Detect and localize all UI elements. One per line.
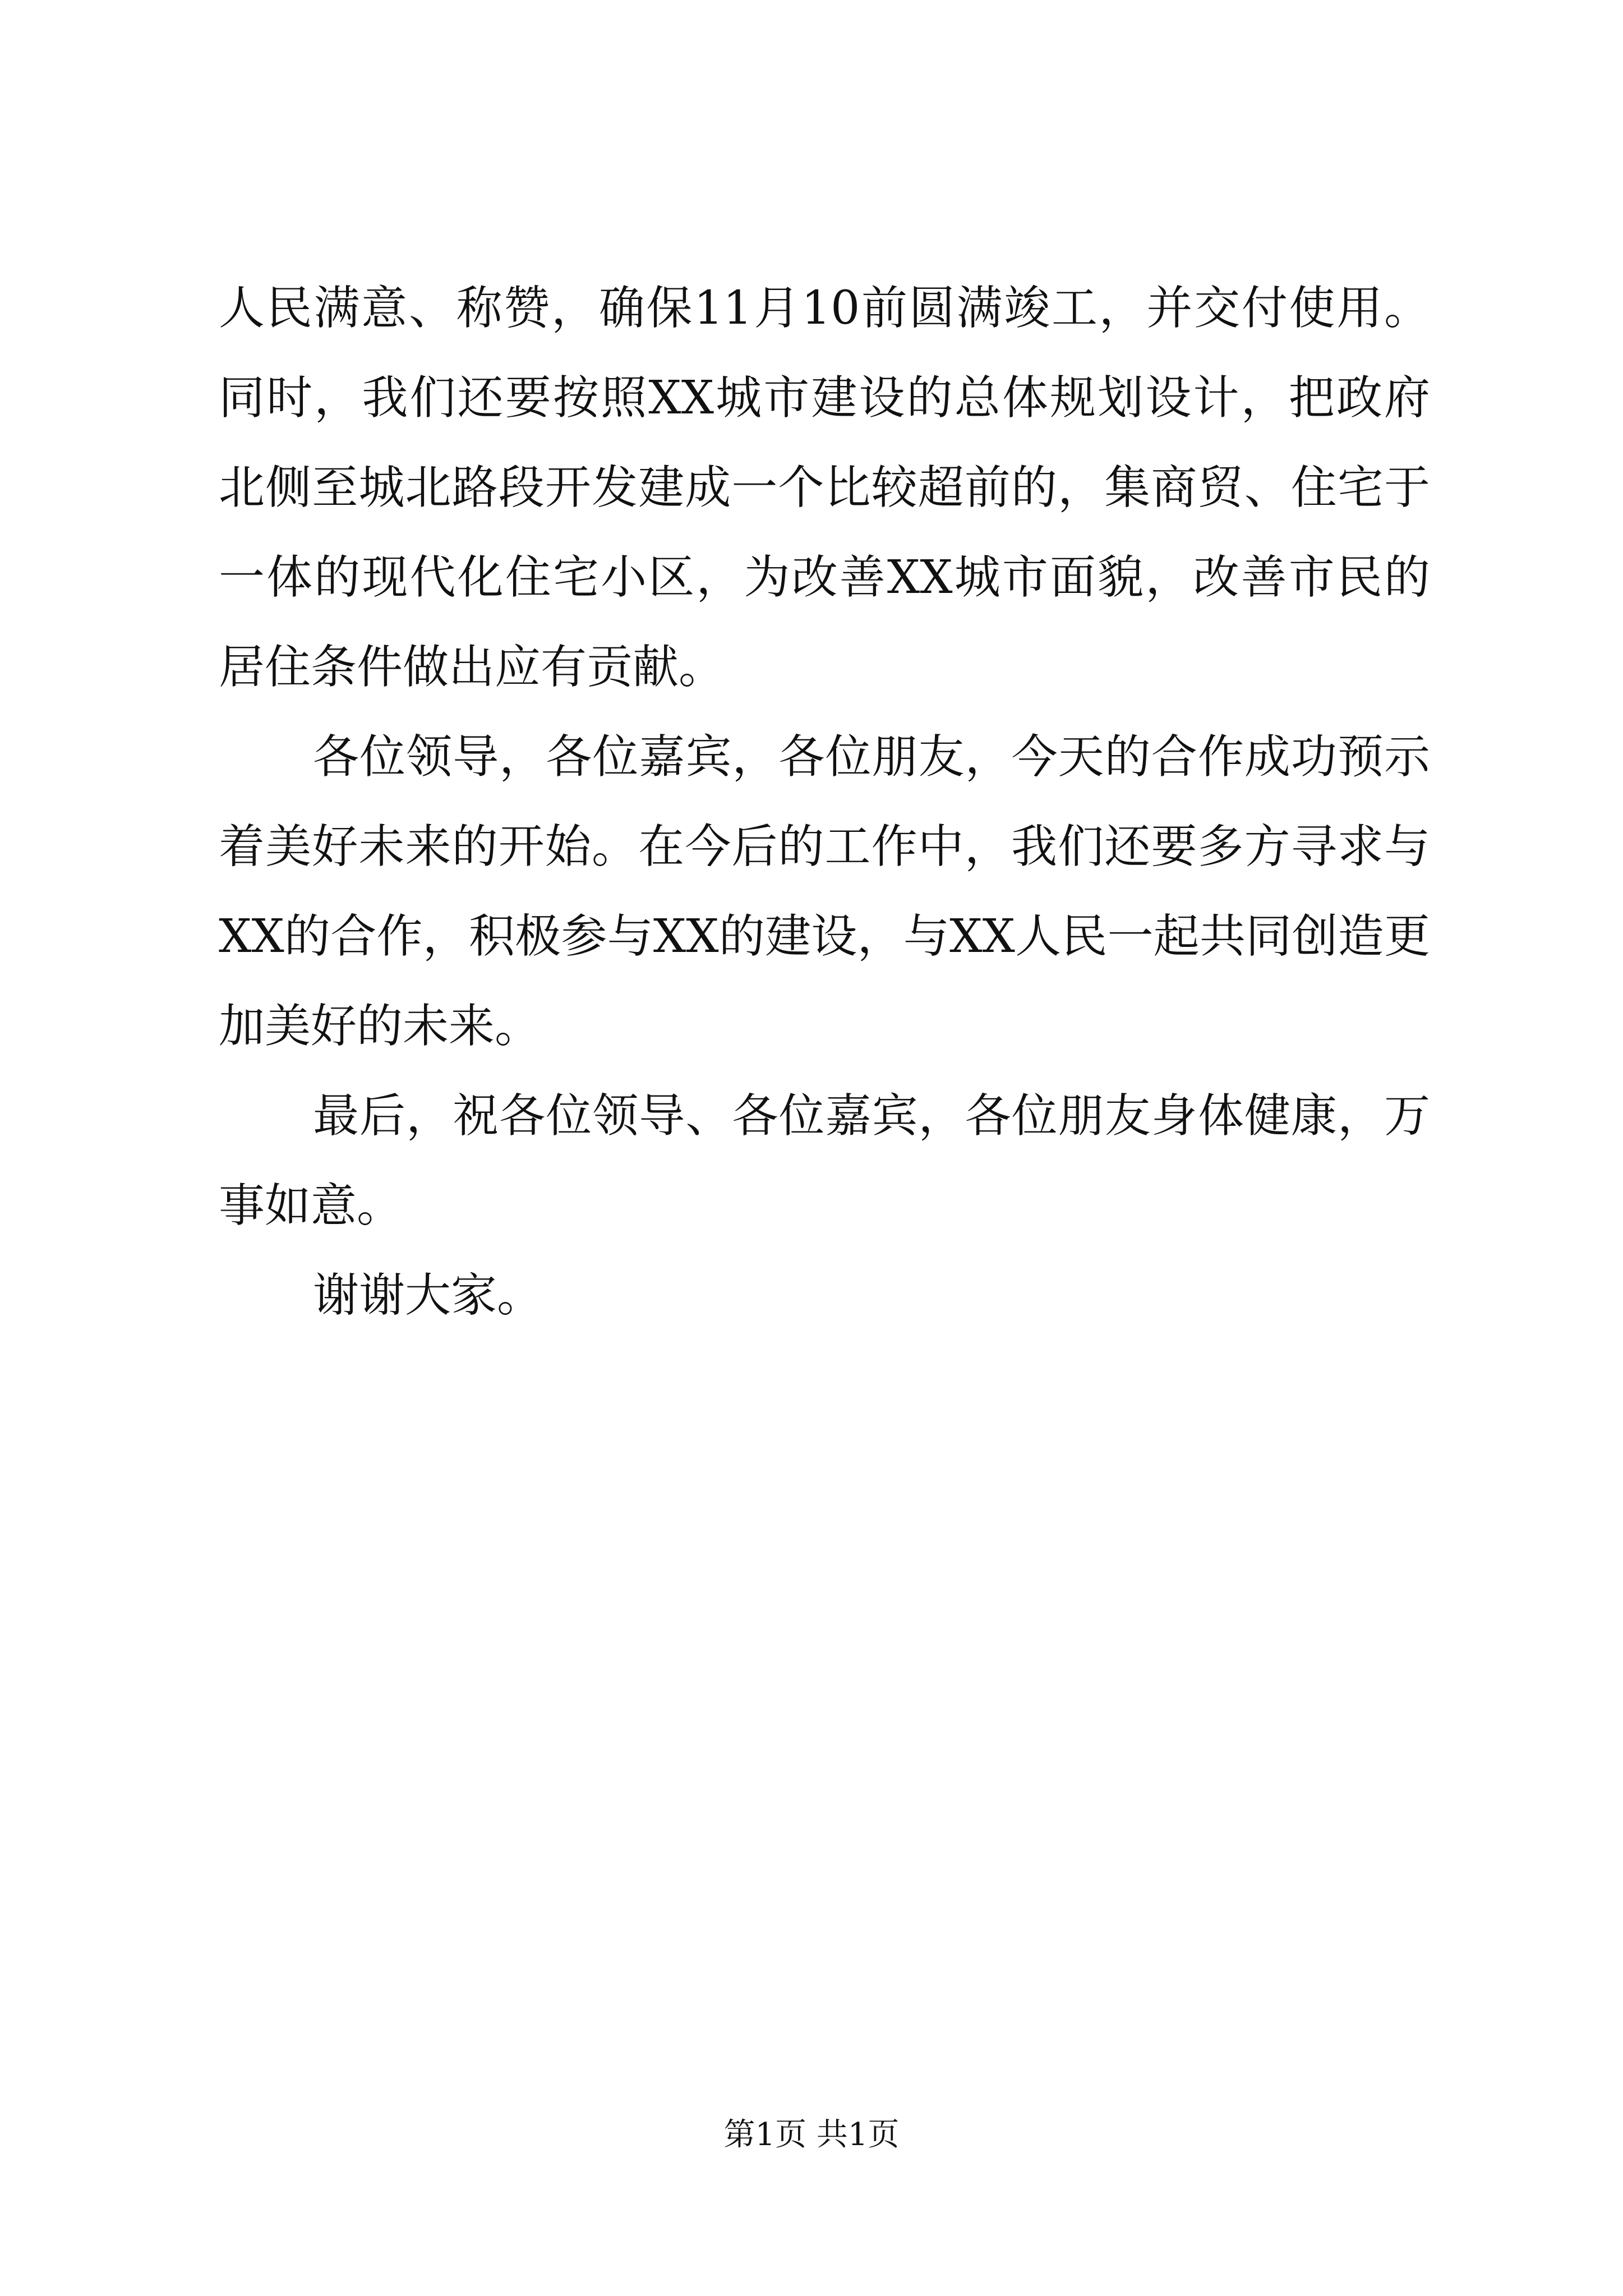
paragraph-thanks: 谢谢大家。 <box>313 1269 543 1322</box>
document-body <box>219 264 1430 1341</box>
page-footer: 第1页 共1页 <box>723 2116 900 2153</box>
paragraph-cooperation: 各位领导，各位嘉宾，各位朋友，今天的合作成功预示着美好未来的开始。在今后的工作中，我们还要多方寻求与XX的合作，积极参与XX的建设，与XX人民一起共同创造更加美好的未来。 <box>219 730 1430 1053</box>
paragraph-continuation: 人民满意、称赞，确保11月10前圆满竣工，并交付使用。同时，我们还要按照XX城市建设的总体规划设计，把政府北侧至城北路段开发建成一个比较超前的，集商贸、住宅于一体的现代化住宅小区，为改善XX城市面貌，改善市民的居住条件做出应有贡献。 <box>219 282 1430 694</box>
paragraph-wishes: 最后，祝各位领导、各位嘉宾，各位朋友身体健康，万事如意。 <box>219 1089 1430 1232</box>
